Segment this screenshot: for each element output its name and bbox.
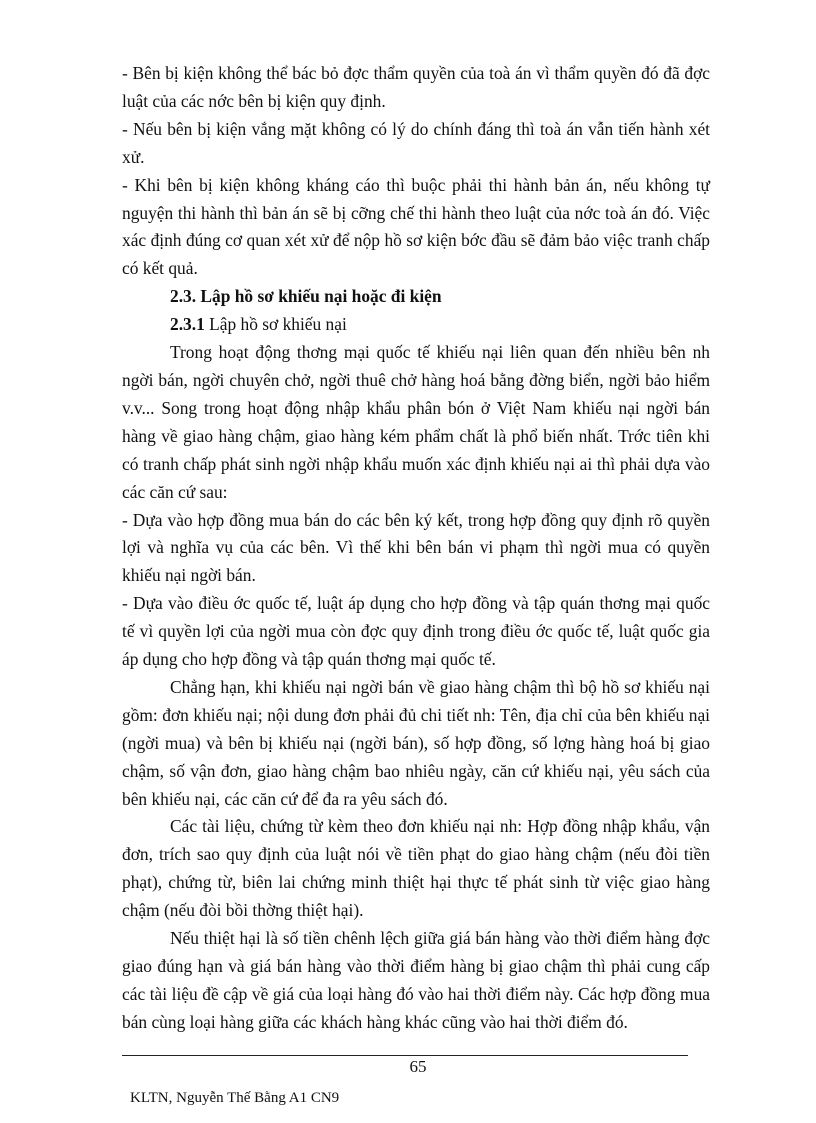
paragraph: Các tài liệu, chứng từ kèm theo đơn khiếu nại nh: Hợp đồng nhập khẩu, vận đơn, trích sao quy định của luật nói về tiền phạt do giao hàng chậm (nếu đòi tiền phạt), chứng từ, biên lai chứng minh thiệt hại thực tế phát sinh từ việc giao hàng chậm (nếu đòi bồi thờng thiệt hại). [122,816,710,921]
page-number: 65 [409,1057,427,1076]
footer-author: KLTN, Nguyễn Thế Bằng A1 CN9 [130,1090,340,1106]
paragraph: - Bên bị kiện không thể bác bỏ đợc thẩm quyền của toà án vì thẩm quyền đó đã đợc luật của các nớc bên bị kiện quy định. [122,63,710,111]
footer-divider [122,1055,688,1056]
subsection-title: Lập hồ sơ khiếu nại [204,314,347,335]
paragraph: - Dựa vào điều ớc quốc tế, luật áp dụng cho hợp đồng và tập quán thơng mại quốc tế vì quyền lợi của ngời mua còn đợc quy định trong điều ớc quốc tế, luật quốc gia áp dụng cho hợp đồng và tập quán thơng mại quốc tế. [122,593,710,670]
paragraph: - Khi bên bị kiện không kháng cáo thì buộc phải thi hành bản án, nếu không tự nguyện thi hành thì bản án sẽ bị cỡng chế thi hành theo luật của nớc toà án đó. Việc xác định đúng cơ quan xét xử để nộp hồ sơ kiện bớc đầu sẽ đảm bảo việc tranh chấp có kết quả. [122,174,710,279]
subsection-heading [122,311,710,339]
paragraph: Trong hoạt động thơng mại quốc tế khiếu nại liên quan đến nhiều bên nh ngời bán, ngời chuyên chở, ngời thuê chở hàng hoá bằng đờng biển, ngời bảo hiểm v.v... Song trong hoạt động nhập khẩu phân bón ở Việt Nam khiếu nại ngời bán hàng về giao hàng chậm, giao hàng kém phẩm chất là phổ biến nhất. Trớc tiên khi có tranh chấp phát sinh ngời nhập khẩu muốn xác định khiếu nại ai thì phải dựa vào các căn cứ sau: [122,342,710,502]
subsection-number: 2.3.1 [170,314,205,335]
paragraph: Nếu thiệt hại là số tiền chênh lệch giữa giá bán hàng vào thời điểm hàng đợc giao đúng hạn và giá bán hàng vào thời điểm hàng bị giao chậm thì phải cung cấp các tài liệu đề cập về giá của loại hàng đó vào hai thời điểm này. Các hợp đồng mua bán cùng loại hàng giữa các khách hàng khác cũng vào hai thời điểm đó. [122,928,710,1032]
document-body [122,60,710,1037]
paragraph: Chẳng hạn, khi khiếu nại ngời bán về giao hàng chậm thì bộ hồ sơ khiếu nại gồm: đơn khiếu nại; nội dung đơn phải đủ chi tiết nh: Tên, địa chỉ của bên khiếu nại (ngời mua) và bên bị khiếu nại (ngời bán), số hợp đồng, số lợng hàng hoá bị giao chậm, số vận đơn, giao hàng chậm bao nhiêu ngày, căn cứ khiếu nại, yêu sách của bên khiếu nại, các căn cứ để đa ra yêu sách đó. [122,676,710,809]
paragraph: - Dựa vào hợp đồng mua bán do các bên ký kết, trong hợp đồng quy định rõ quyền lợi và nghĩa vụ của các bên. Vì thế khi bên bán vi phạm thì ngời mua có quyền khiếu nại ngời bán. [122,509,710,586]
section-heading: 2.3. Lập hồ sơ khiếu nại hoặc đi kiện [170,286,442,307]
paragraph: - Nếu bên bị kiện vắng mặt không có lý do chính đáng thì toà án vẫn tiến hành xét xử. [122,118,710,167]
